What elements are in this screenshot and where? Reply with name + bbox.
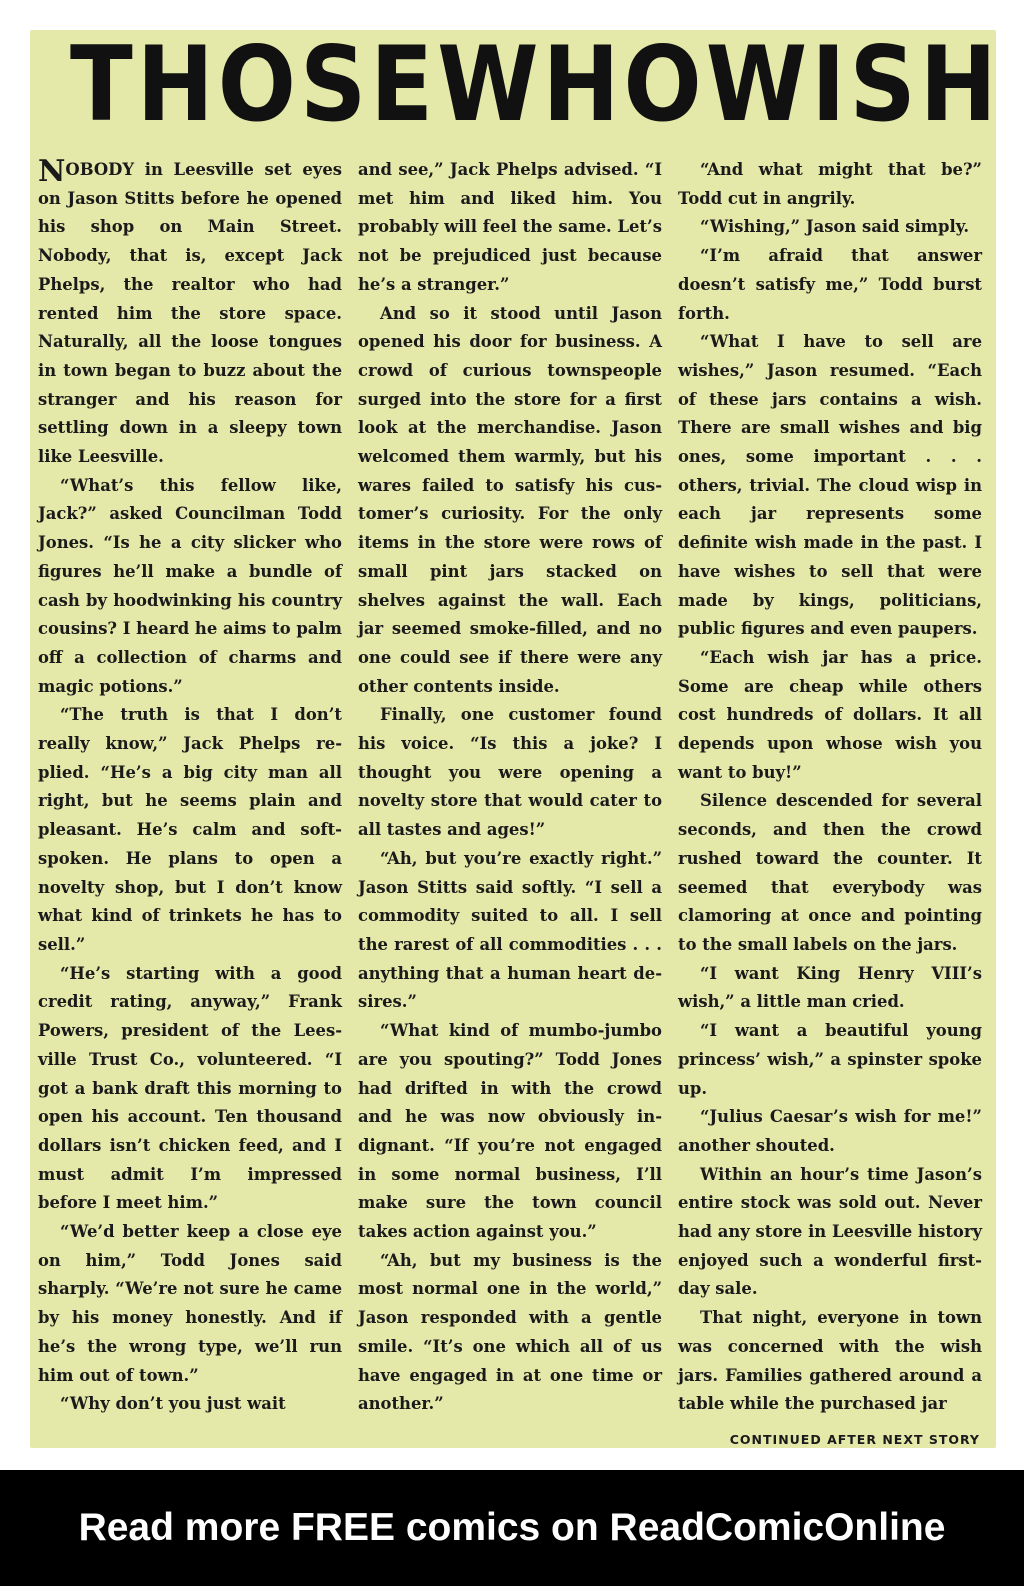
text-column-1: [38, 156, 342, 1419]
paragraph: “Each wish jar has a price. Some are cheap while others cost hundreds of dollars. It all depends upon whose wish you want to buy!”: [678, 647, 982, 782]
paragraph-text: OBODY in Leesville set eyes on Jason Stitts before he opened his shop on Main Street. Nobody, that is, except Jack Phelps, the realtor who had rented him the store space. Naturally, all the loose tongues in town began to buzz about the stranger and his reason for settling down in a sleepy town like Leesville.: [38, 160, 342, 467]
story-title: [30, 24, 1001, 144]
paragraph: “What kind of mumbo-jumbo are you spouting?” Todd Jones had drifted in with the crowd and he was now obviously indignant. “If you’re not engaged in some normal business, I’ll make sure the town council takes action against you.”: [358, 1021, 662, 1242]
promo-banner-text[interactable]: Read more FREE comics on ReadComicOnline: [78, 1506, 946, 1549]
title-word-2: WHO: [437, 24, 706, 144]
paragraph: “Why don’t you just wait: [60, 1394, 286, 1414]
paragraph: “Julius Caesar’s wish for me!” another shouted.: [678, 1107, 982, 1155]
promo-banner[interactable]: [0, 1470, 1024, 1586]
continued-text: CONTINUED AFTER NEXT STORY: [729, 1432, 980, 1447]
paragraph: “What I have to sell are wishes,” Jason resumed. “Each of these jars contains a wish. There are small wishes and big ones, some important . . . others, trivial. The cloud wisp in each jar represents some definite wish made in the past. I have wishes to sell that were made by kings, politicians, public figures and even paupers.: [678, 332, 982, 639]
paragraph: “I want King Henry VIII’s wish,” a little man cried.: [678, 963, 982, 1012]
paragraph: Within an hour’s time Jason’s entire stock was sold out. Never had any store in Leesville history enjoyed such a wonderful first-day sale.: [678, 1164, 982, 1299]
continued-note: [690, 1432, 980, 1447]
paragraph: [38, 156, 342, 472]
paragraph: “Ah, but my business is the most normal one in the world,” Jason responded with a gentle smile. “It’s one which all of us have engaged in at one time or another.”: [358, 1250, 662, 1414]
paragraph: “What’s this fellow like, Jack?” asked Councilman Todd Jones. “Is he a city slicker who figures he’ll make a bundle of cash by hoodwinking his country cousins? I heard he aims to palm off a collection of charms and magic potions.”: [38, 475, 342, 696]
paragraph: “And what might that be?” Todd cut in angrily.: [678, 160, 982, 208]
paragraph: That night, everyone in town was concerned with the wish jars. Families gathered around a table while the purchased jar: [678, 1308, 982, 1414]
paragraph: and see,” Jack Phelps advised. “I met him and liked him. You probably will feel the same. Let’s not be prejudiced just because he’s a stranger.”: [358, 160, 662, 294]
paragraph: “Wishing,” Jason said simply.: [700, 217, 970, 237]
paragraph: “I’m afraid that answer doesn’t satisfy me,” Todd burst forth.: [678, 246, 982, 323]
paragraph: Silence descended for several seconds, and then the crowd rushed toward the counter. It seemed that everybody was clamoring at once and pointing to the small labels on the jars.: [678, 791, 982, 954]
paragraph: “The truth is that I don’t really know,” Jack Phelps replied. “He’s a big city man all right, but he seems plain and pleasant. He’s calm and soft-spoken. He plans to open a novelty shop, but I don’t know what kind of trinkets he has to sell.”: [38, 705, 342, 954]
text-column-3: [678, 156, 982, 1419]
drop-cap: N: [38, 154, 66, 189]
paragraph: And so it stood until Jason opened his door for business. A crowd of curious townspeople surged into the store for a first look at the merchandise. Jason welcomed them warmly, but his wares failed to satisfy his customer’s curiosity. For the only items in the store were rows of small pint jars stacked on shelves against the wall. Each jar seemed smoke-filled, and no one could see if there were any other contents inside.: [358, 303, 662, 696]
text-column-2: [358, 156, 662, 1419]
paragraph: “Ah, but you’re exactly right.” Jason Stitts said softly. “I sell a commodity suited to all. I sell the rarest of all commodities . . . anything that a human heart desires.”: [358, 848, 662, 1012]
paragraph: “He’s starting with a good credit rating, anyway,” Frank Powers, president of the Leesville Trust Co., volunteered. “I got a bank draft this morning to open his account. Ten thousand dollars isn’t chicken feed, and I must admit I’m impressed before I meet him.”: [38, 963, 342, 1213]
paragraph: Finally, one customer found his voice. “Is this a joke? I thought you were opening a novelty store that would cater to all tastes and ages!”: [358, 705, 662, 840]
paragraph: “We’d better keep a close eye on him,” Todd Jones said sharply. “We’re not sure he came by his money honestly. And if he’s the wrong type, we’ll run him out of town.”: [38, 1222, 342, 1385]
title-word-3: WISH: [705, 24, 1001, 144]
title-word-1: THOSE: [70, 24, 438, 144]
paragraph: “I want a beautiful young princess’ wish,” a spinster spoke up.: [678, 1021, 982, 1098]
